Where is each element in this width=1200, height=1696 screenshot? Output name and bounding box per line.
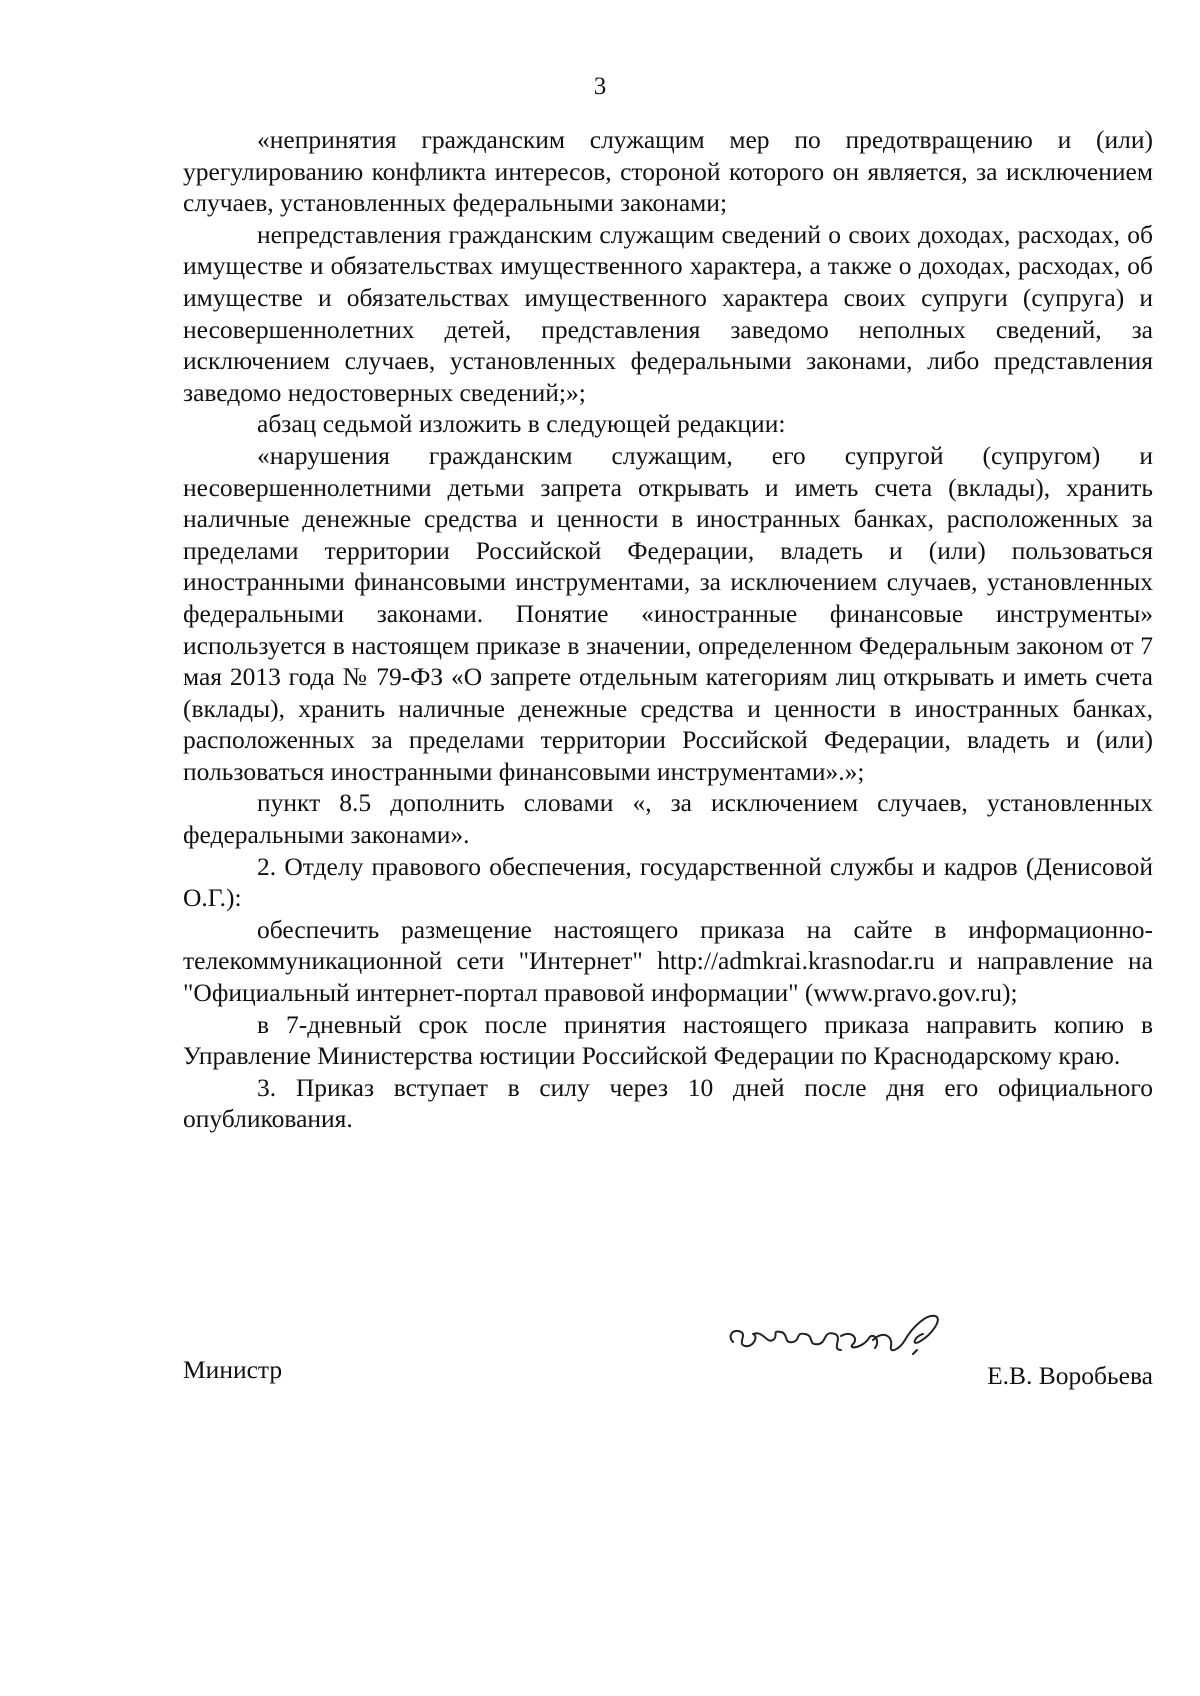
paragraph-6: 2. Отделу правового обеспечения, государственной службы и кадров (Денисовой О.Г.): <box>183 851 1153 913</box>
paragraph-3: абзац седьмой изложить в следующей редакции: <box>257 409 786 439</box>
document-body <box>183 124 1153 1135</box>
page-number: 3 <box>593 73 607 100</box>
paragraph-5: пункт 8.5 дополнить словами «, за исключением случаев, установленных федеральными законами». <box>183 788 1153 850</box>
paragraph-4: «нарушения гражданским служащим, его супругой (супругом) и несовершеннолетними детьми запрета открывать и иметь счета (вклады), хранить наличные денежные средства и ценности в иностранных банках, расположенных за пределами территории Российской Федерации, владеть и (или) пользоваться иностранными финансовыми инструментами, за исключением случаев, установленных федеральными законами. Понятие «иностранные финансовые инструменты» используется в настоящем приказе в значении, определенном Федеральным законом от 7 мая 2013 года № 79-ФЗ «О запрете отдельным категориям лиц открывать и иметь счета (вклады), хранить наличные денежные средства и ценности в иностранных банках, расположенных за пределами территории Российской Федерации, владеть и (или) пользоваться иностранными финансовыми инструментами».»; <box>183 440 1153 786</box>
signatory-title: Министр <box>183 1355 283 1384</box>
signature-block <box>183 1300 1153 1410</box>
paragraph-7: обеспечить размещение настоящего приказа на сайте в информационно-телекоммуникационной сети "Интернет" http://admkrai.krasnodar.ru и направление на "Официальный интернет-портал правовой информации" (www.pravo.gov.ru); <box>183 914 1153 1008</box>
paragraph-2: непредставления гражданским служащим сведений о своих доходах, расходах, об имуществе и обязательствах имущественного характера, а также о доходах, расходах, об имуществе и обязательствах имущественного характера своих супруги (супруга) и несовершеннолетних детей, представления заведомо неполных сведений, за исключением случаев, установленных федеральными законами, либо представления заведомо недостоверных сведений;»; <box>183 219 1153 407</box>
handwritten-signature <box>723 1300 973 1370</box>
paragraph-8: в 7-дневный срок после принятия настоящего приказа направить копию в Управление Министерства юстиции Российской Федерации по Краснодарскому краю. <box>183 1009 1153 1071</box>
paragraph-1: «непринятия гражданским служащим мер по предотвращению и (или) урегулированию конфликта интересов, стороной которого он является, за исключением случаев, установленных федеральными законами; <box>183 125 1153 218</box>
paragraph-9: 3. Приказ вступает в силу через 10 дней после дня его официального опубликования. <box>183 1072 1153 1134</box>
signatory-name: Е.В. Воробьева <box>987 1361 1153 1390</box>
